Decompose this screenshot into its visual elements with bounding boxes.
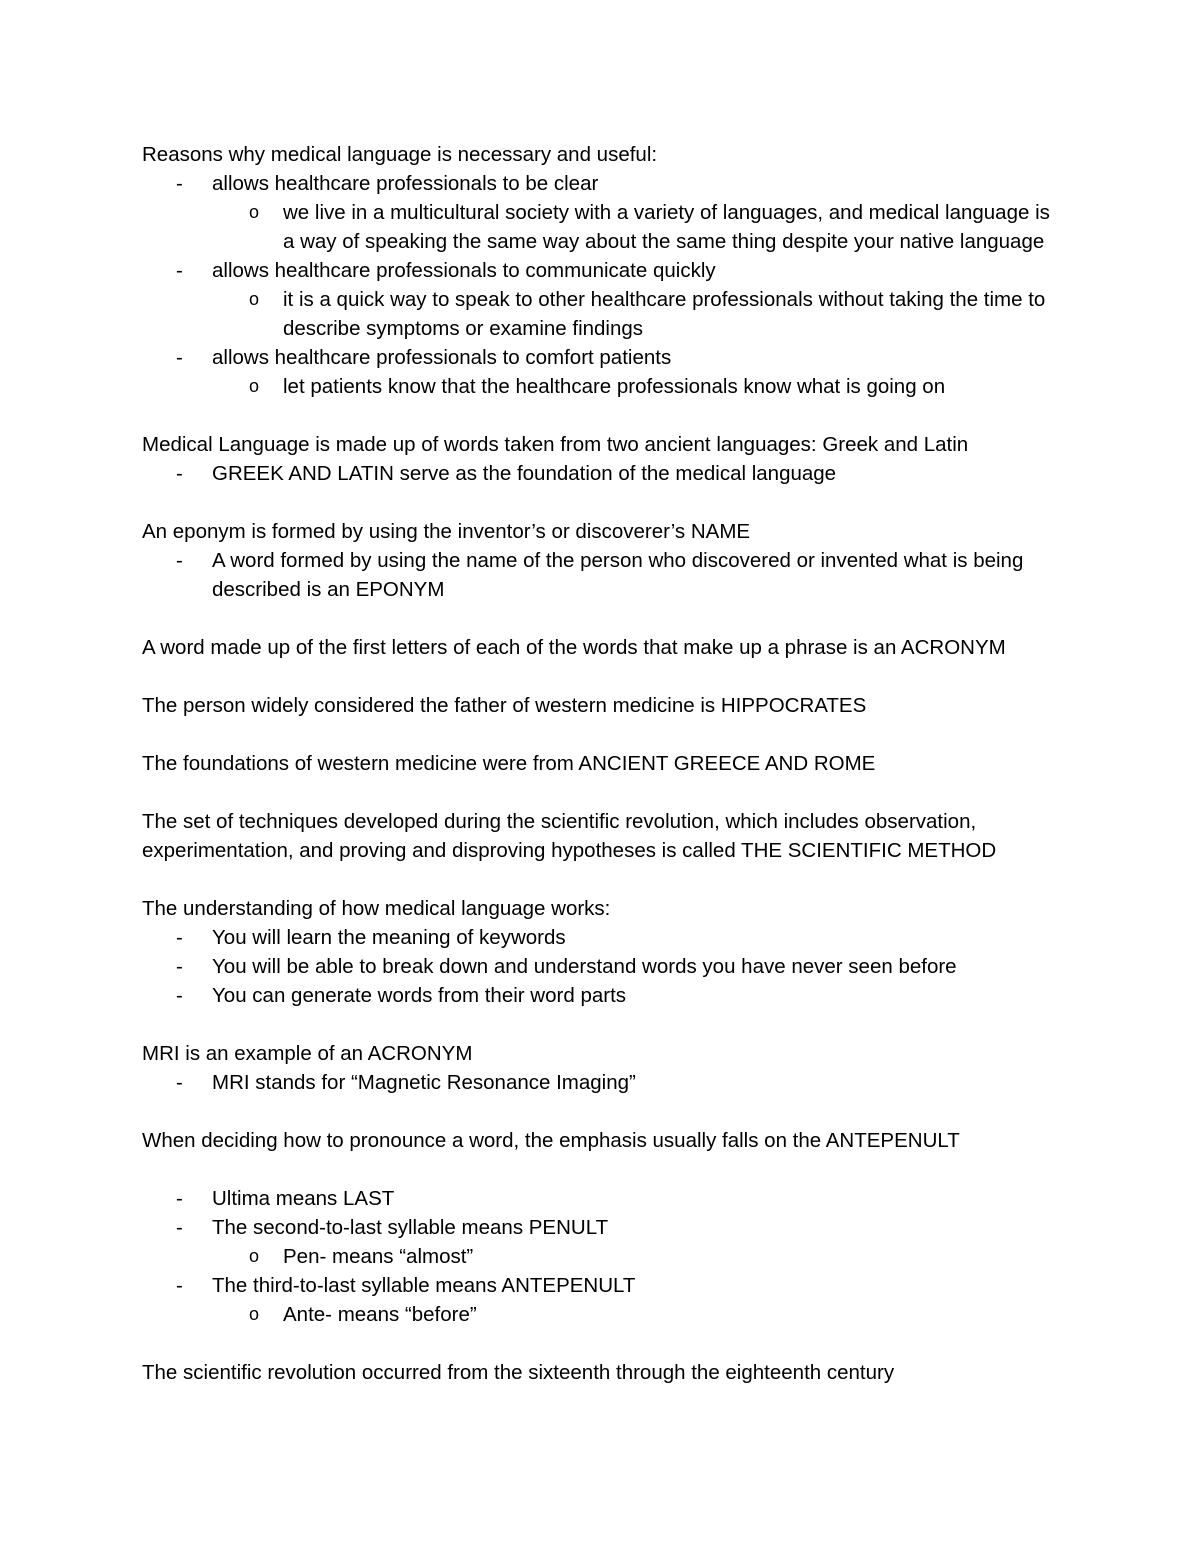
paragraph-gap	[142, 1155, 1062, 1184]
list-item	[142, 256, 1062, 343]
paragraph-gap	[142, 488, 1062, 517]
sub-list-item-text: Pen- means “almost”	[283, 1245, 474, 1268]
statement: The person widely considered the father of western medicine is HIPPOCRATES	[142, 694, 867, 717]
paragraph-gap	[142, 778, 1062, 807]
sub-list	[212, 198, 1062, 256]
sub-list-item	[212, 198, 1062, 256]
bullet-list	[142, 923, 1062, 1010]
list-item-text: GREEK AND LATIN serve as the foundation of the medical language	[212, 462, 837, 485]
bullet-list	[142, 169, 1062, 401]
dash-bullet: -	[176, 462, 183, 485]
list-item	[142, 1184, 1062, 1213]
list-item	[142, 459, 1062, 488]
dash-bullet: -	[176, 172, 183, 195]
list-item-text: You will be able to break down and understand words you have never seen before	[212, 955, 957, 978]
dash-bullet: -	[176, 1071, 183, 1094]
section-heading: Medical Language is made up of words taken from two ancient languages: Greek and Latin	[142, 433, 969, 456]
statement: The foundations of western medicine were from ANCIENT GREECE AND ROME	[142, 752, 876, 775]
section-heading: Reasons why medical language is necessary and useful:	[142, 143, 658, 166]
sub-list-item	[212, 372, 1062, 401]
list-item	[142, 1271, 1062, 1329]
statement: A word made up of the first letters of each of the words that make up a phrase is an ACRONYM	[142, 636, 1006, 659]
dash-bullet: -	[176, 549, 183, 572]
list-item	[142, 952, 1062, 981]
list-item-text: The second-to-last syllable means PENULT	[212, 1216, 609, 1239]
list-item-text: The third-to-last syllable means ANTEPENULT	[212, 1274, 636, 1297]
dash-bullet: -	[176, 1187, 183, 1210]
sub-list-item-text: let patients know that the healthcare professionals know what is going on	[283, 375, 946, 398]
statement: The scientific revolution occurred from the sixteenth through the eighteenth century	[142, 1361, 895, 1384]
list-item	[142, 343, 1062, 401]
paragraph-gap	[142, 865, 1062, 894]
list-item	[142, 1068, 1062, 1097]
list-item-text: A word formed by using the name of the person who discovered or invented what is being described is an EPONYM	[212, 549, 1024, 601]
bullet-list	[142, 1068, 1062, 1097]
paragraph-gap	[142, 1097, 1062, 1126]
section-heading: When deciding how to pronounce a word, the emphasis usually falls on the ANTEPENULT	[142, 1129, 960, 1152]
dash-bullet: -	[176, 926, 183, 949]
list-item	[142, 169, 1062, 256]
sub-list	[212, 1242, 1062, 1271]
section-heading: An eponym is formed by using the inventor’s or discoverer’s NAME	[142, 520, 751, 543]
sub-list	[212, 285, 1062, 343]
section-heading: MRI is an example of an ACRONYM	[142, 1042, 473, 1065]
list-item	[142, 1213, 1062, 1271]
list-item-text: allows healthcare professionals to be clear	[212, 172, 599, 195]
bullet-list	[142, 459, 1062, 488]
list-item-text: You will learn the meaning of keywords	[212, 926, 566, 949]
document-page	[142, 140, 1062, 1387]
list-item	[142, 981, 1062, 1010]
sub-list-item	[212, 285, 1062, 343]
sub-list-item-text: Ante- means “before”	[283, 1303, 477, 1326]
dash-bullet: -	[176, 259, 183, 282]
section-heading: The understanding of how medical language works:	[142, 897, 611, 920]
sub-list-item-text: we live in a multicultural society with a variety of languages, and medical language is a way of speaking the same way about the same thing despite your native language	[283, 201, 1050, 253]
statement: The set of techniques developed during the scientific revolution, which includes observation, experimentation, and proving and disproving hypotheses is called THE SCIENTIFIC METHOD	[142, 810, 997, 862]
paragraph-gap	[142, 401, 1062, 430]
circle-bullet: o	[249, 1246, 260, 1266]
list-item-text: MRI stands for “Magnetic Resonance Imaging”	[212, 1071, 636, 1094]
sub-list-item	[212, 1242, 1062, 1271]
list-item-text: allows healthcare professionals to communicate quickly	[212, 259, 716, 282]
dash-bullet: -	[176, 346, 183, 369]
sub-list	[212, 1300, 1062, 1329]
circle-bullet: o	[249, 376, 260, 396]
paragraph-gap	[142, 1329, 1062, 1358]
sub-list	[212, 372, 1062, 401]
circle-bullet: o	[249, 289, 260, 309]
bullet-list	[142, 546, 1062, 604]
list-item-text: You can generate words from their word parts	[212, 984, 627, 1007]
dash-bullet: -	[176, 1216, 183, 1239]
sub-list-item-text: it is a quick way to speak to other healthcare professionals without taking the time to describe symptoms or examine findings	[283, 288, 1046, 340]
list-item-text: Ultima means LAST	[212, 1187, 395, 1210]
list-item	[142, 923, 1062, 952]
sub-list-item	[212, 1300, 1062, 1329]
bullet-list	[142, 1184, 1062, 1329]
paragraph-gap	[142, 720, 1062, 749]
list-item-text: allows healthcare professionals to comfort patients	[212, 346, 672, 369]
circle-bullet: o	[249, 202, 260, 222]
dash-bullet: -	[176, 955, 183, 978]
dash-bullet: -	[176, 1274, 183, 1297]
circle-bullet: o	[249, 1304, 260, 1324]
paragraph-gap	[142, 604, 1062, 633]
list-item	[142, 546, 1062, 604]
paragraph-gap	[142, 1010, 1062, 1039]
paragraph-gap	[142, 662, 1062, 691]
dash-bullet: -	[176, 984, 183, 1007]
